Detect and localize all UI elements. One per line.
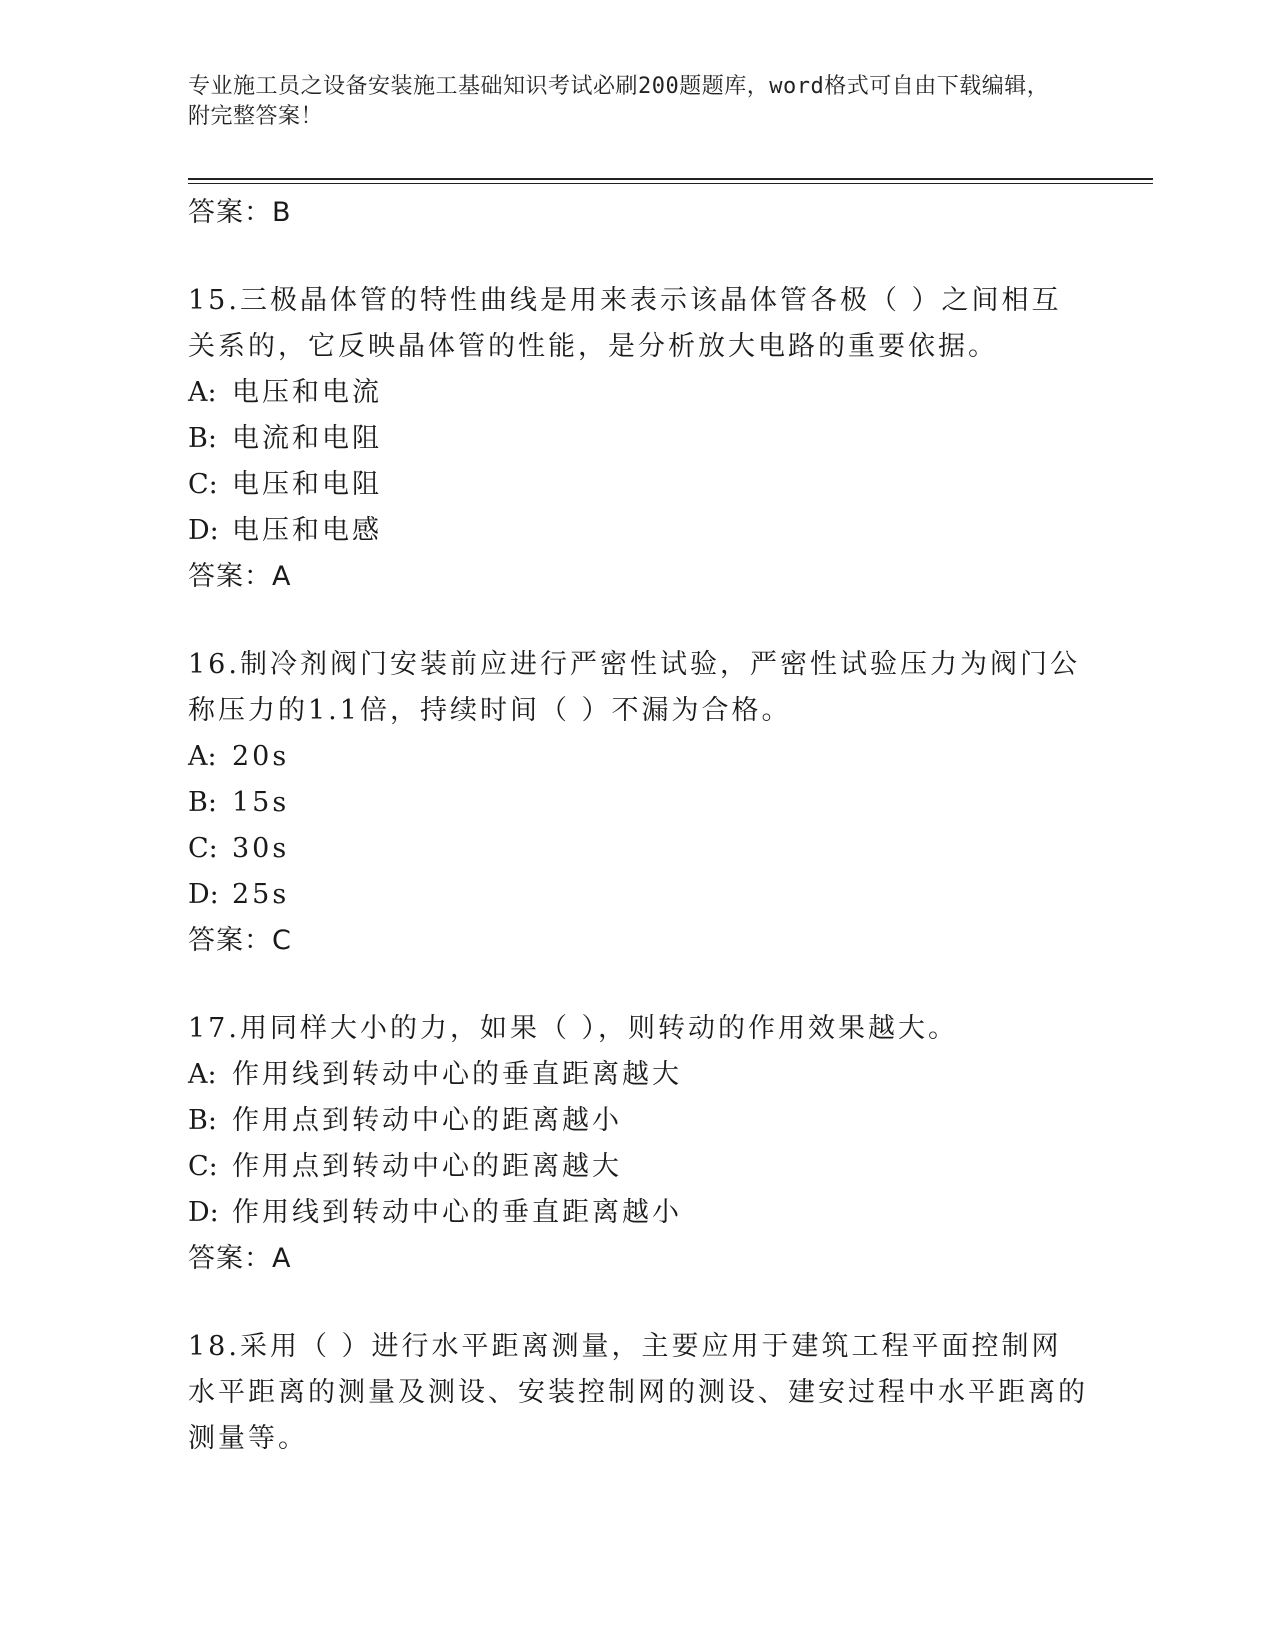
option-text: 作用线到转动中心的垂直距离越小	[232, 1197, 682, 1228]
option-text: 作用点到转动中心的距离越大	[232, 1151, 622, 1182]
option-text: 25s	[232, 879, 290, 910]
question-text: 18.采用（ ）进行水平距离测量，主要应用于建筑工程平面控制网水平距离的测量及测设、安装控制网的测设、建安过程中水平距离的测量等。	[188, 1331, 1088, 1454]
option-letter: D:	[188, 515, 219, 546]
option-text: 30s	[232, 833, 290, 864]
answer-line: 答案：B	[188, 197, 292, 228]
question-text: 17.用同样大小的力，如果（ ），则转动的作用效果越大。	[188, 1013, 959, 1044]
option-item	[188, 734, 1088, 780]
question-text: 15.三极晶体管的特性曲线是用来表示该晶体管各极（ ）之间相互关系的，它反映晶体管的性能，是分析放大电路的重要依据。	[188, 285, 1062, 362]
option-item	[188, 1144, 1088, 1190]
option-item	[188, 780, 1088, 826]
option-item	[188, 1052, 1088, 1098]
option-letter: A:	[188, 377, 217, 408]
option-letter: B:	[188, 1105, 217, 1136]
option-letter: B:	[188, 423, 217, 454]
document-body	[188, 190, 1088, 1462]
answer-line: 答案：C	[188, 925, 292, 956]
option-letter: C:	[188, 1151, 218, 1182]
header-rule-thick	[188, 178, 1153, 180]
option-item	[188, 370, 1088, 416]
option-item	[188, 872, 1088, 918]
answer-line: 答案：A	[188, 561, 292, 592]
option-text: 20s	[232, 741, 290, 772]
option-letter: D:	[188, 879, 219, 910]
option-text: 电压和电阻	[232, 469, 382, 500]
option-letter: B:	[188, 787, 217, 818]
option-text: 15s	[232, 787, 290, 818]
option-letter: A:	[188, 741, 217, 772]
option-item	[188, 416, 1088, 462]
option-text: 作用线到转动中心的垂直距离越大	[232, 1059, 682, 1090]
question-text: 16.制冷剂阀门安装前应进行严密性试验，严密性试验压力为阀门公称压力的1.1倍，持续时间（ ）不漏为合格。	[188, 649, 1080, 726]
option-letter: D:	[188, 1197, 219, 1228]
option-item	[188, 508, 1088, 554]
option-text: 电压和电感	[232, 515, 382, 546]
option-letter: C:	[188, 469, 218, 500]
option-item	[188, 1098, 1088, 1144]
option-letter: C:	[188, 833, 218, 864]
option-item	[188, 826, 1088, 872]
option-text: 电流和电阻	[232, 423, 382, 454]
header-rule-thin	[188, 183, 1153, 184]
option-text: 作用点到转动中心的距离越小	[232, 1105, 622, 1136]
option-letter: A:	[188, 1059, 217, 1090]
option-text: 电压和电流	[232, 377, 382, 408]
document-header: 专业施工员之设备安装施工基础知识考试必刷200题题库，word格式可自由下载编辑，附完整答案！	[188, 74, 1050, 129]
option-item	[188, 462, 1088, 508]
answer-line: 答案：A	[188, 1243, 292, 1274]
option-item	[188, 1190, 1088, 1236]
